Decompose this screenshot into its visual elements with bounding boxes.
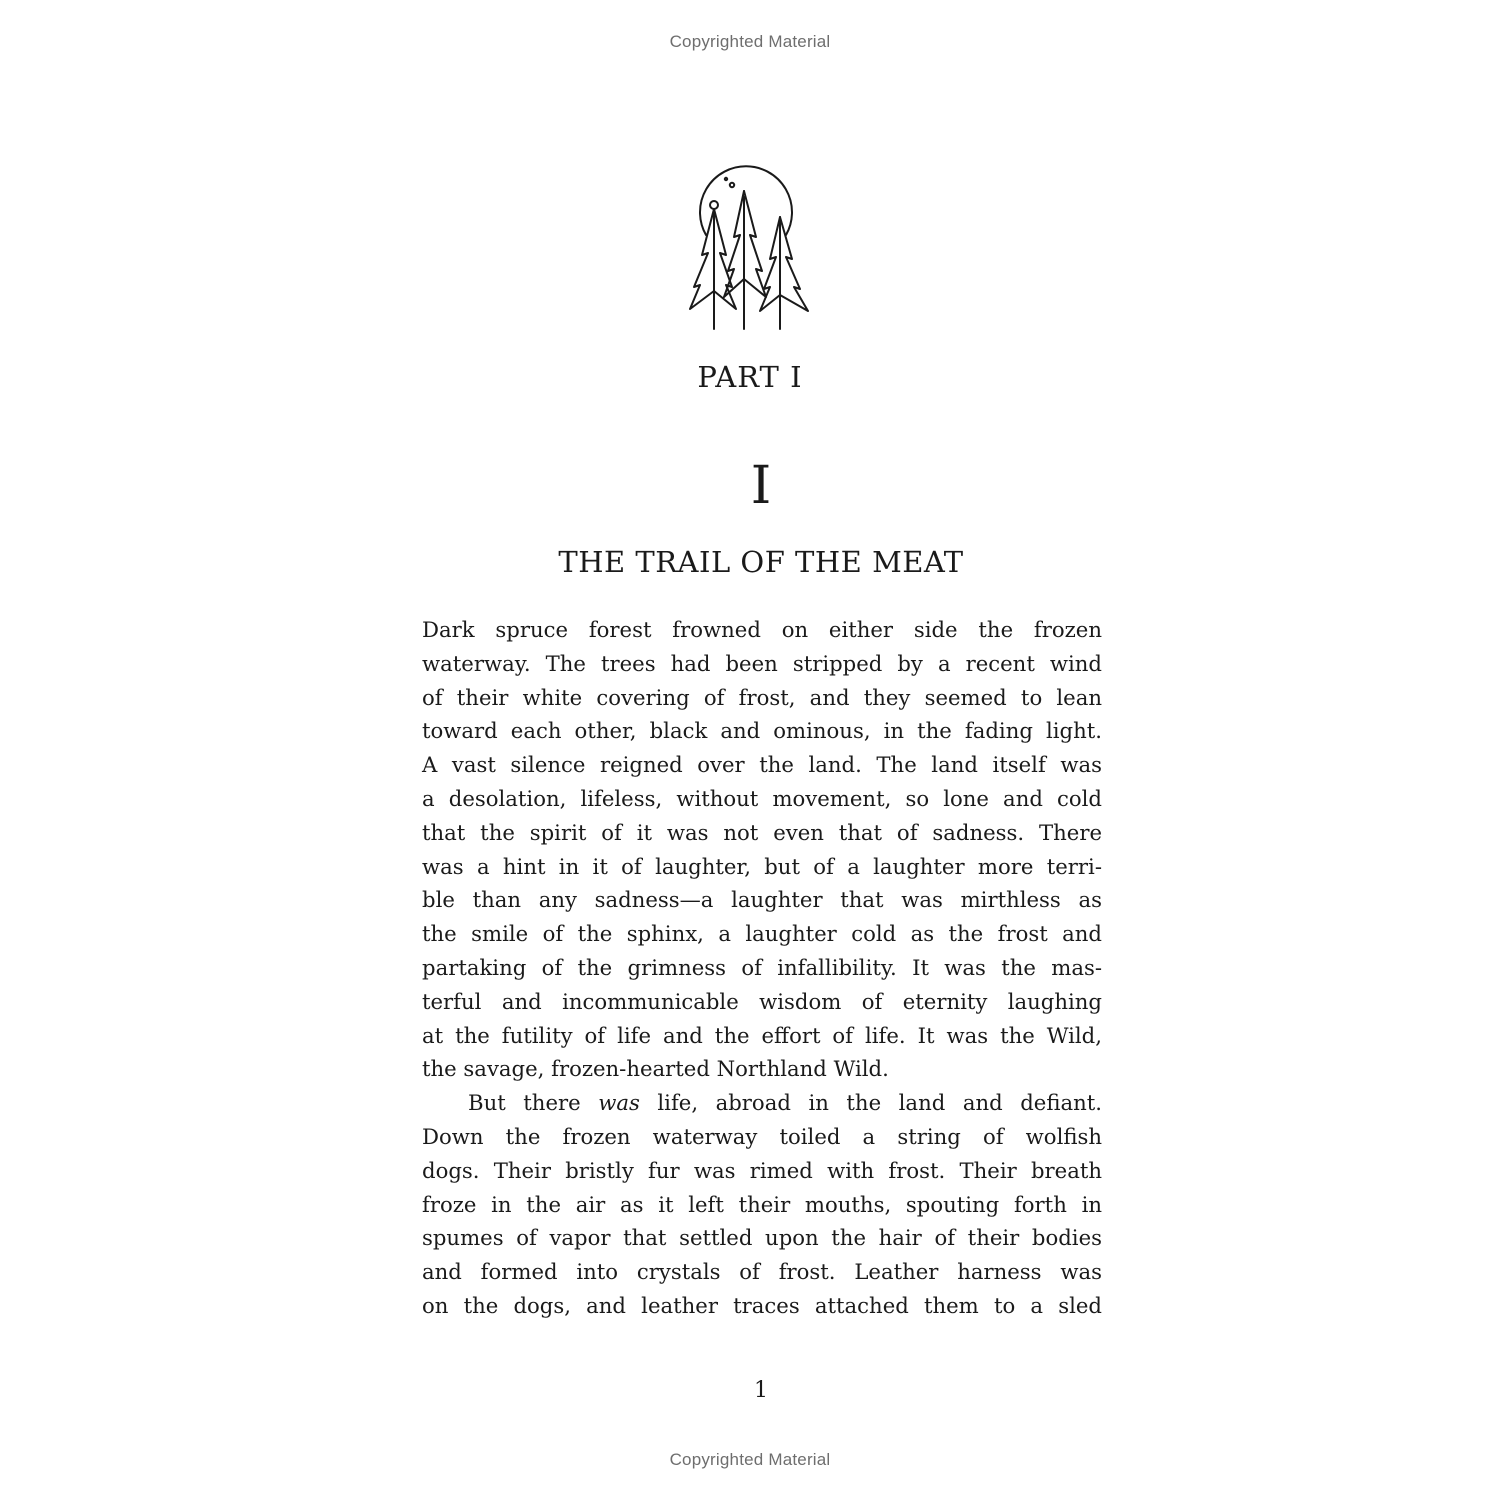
text-line: Dark spruce forest frowned on either side the frozen (422, 617, 1102, 642)
text-line: on the dogs, and leather traces attached them to a sled (422, 1292, 1102, 1318)
copyright-watermark-bottom: Copyrighted Material (669, 1450, 831, 1469)
paragraph-2 (422, 1086, 1102, 1323)
text-run: But there (468, 1090, 599, 1116)
text-line: toward each other, black and ominous, in the fading light. (422, 718, 1102, 744)
text-line: partaking of the grimness of infallibility. It was the mas- (422, 954, 1102, 980)
moon-over-spruce-trees-icon (686, 163, 814, 333)
text-line: at the futility of life and the effort of life. It was the Wild, (422, 1022, 1102, 1048)
copyright-watermark-top: Copyrighted Material (669, 32, 831, 51)
text-line: waterway. The trees had been stripped by a recent wind (422, 650, 1102, 676)
text-line: froze in the air as it left their mouths, spouting forth in (422, 1191, 1102, 1217)
text-line: terful and incommunicable wisdom of eternity laughing (422, 988, 1102, 1014)
text-line: the savage, frozen-hearted Northland Wild. (422, 1056, 889, 1082)
text-line: ble than any sadness—a laughter that was mirthless as (422, 887, 1102, 913)
chapter-title: THE TRAIL OF THE MEAT (558, 545, 964, 579)
text-line: spumes of vapor that settled upon the hair of their bodies (422, 1225, 1102, 1251)
text-run: life, abroad in the land and defiant. (639, 1090, 1102, 1116)
text-line: a desolation, lifeless, without movement, so lone and cold (422, 785, 1102, 811)
text-line (422, 1086, 1102, 1120)
text-line: of their white covering of frost, and they seemed to lean (422, 684, 1102, 710)
text-line: Down the frozen waterway toiled a string of wolfish (422, 1123, 1102, 1149)
text-line: that the spirit of it was not even that of sadness. There (422, 819, 1102, 845)
page-number: 1 (754, 1378, 768, 1403)
emphasis-text: was (598, 1090, 640, 1116)
text-line: the smile of the sphinx, a laughter cold as the frost and (422, 921, 1102, 947)
body-text (422, 613, 1102, 1323)
text-line: was a hint in it of laughter, but of a laughter more terri- (422, 853, 1102, 879)
text-line: dogs. Their bristly fur was rimed with frost. Their breath (422, 1157, 1102, 1183)
part-title: PART I (697, 360, 803, 394)
text-line: and formed into crystals of frost. Leather harness was (422, 1259, 1102, 1285)
text-line: A vast silence reigned over the land. The land itself was (422, 752, 1102, 778)
chapter-numeral: I (750, 456, 772, 516)
paragraph-1 (422, 613, 1102, 1086)
